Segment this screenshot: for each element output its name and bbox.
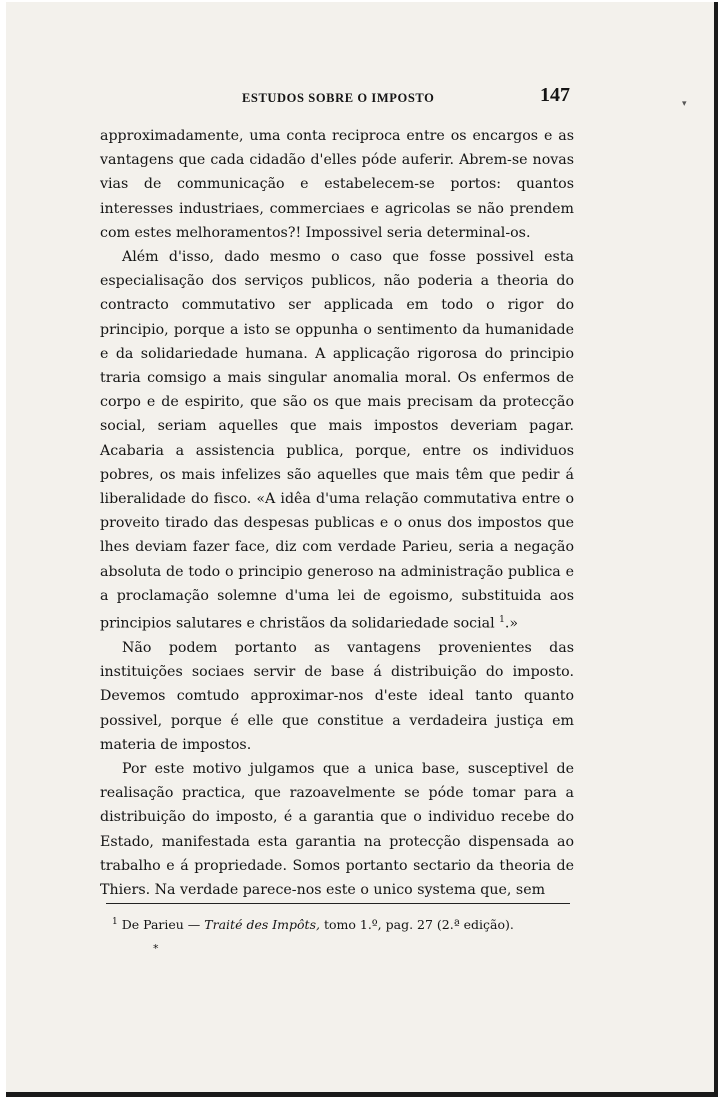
paragraph-3: Não podem portanto as vantagens provenientes das instituições sociaes servir de base á distribuição do imposto. Devemos comtudo approximar-nos d'este ideal tanto quanto possivel, porque é elle que constitue a verdadeira justiça em materia de impostos. — [100, 640, 574, 753]
quote-close: .» — [504, 615, 519, 632]
page-header — [100, 84, 574, 112]
page-number: 147 — [540, 84, 570, 106]
footnote-divider — [106, 903, 570, 904]
body-text — [100, 124, 574, 902]
paragraph-2 — [100, 245, 574, 636]
footnote-number: 1 — [112, 917, 118, 927]
footnote-title: Traité des Impôts, — [204, 917, 320, 933]
paragraph-4: Por este motivo julgamos que a unica base, susceptivel de realisação practica, que razoavelmente se póde tomar para a distribuição do imposto, é a garantia que o individuo recebe do Estado, manifestada esta garantia na protecção dispensada ao trabalho e á propriedade. Somos portanto sectario da theoria de Thiers. Na verdade parece-nos este o unico systema que, sem — [100, 761, 574, 899]
footnote-details: tomo 1.º, pag. 27 (2.ª edição). — [323, 917, 514, 933]
footnote-author: De Parieu — — [121, 917, 201, 933]
running-title: ESTUDOS SOBRE O IMPOSTO — [242, 91, 435, 105]
footnote — [112, 917, 572, 932]
stray-mark: ▾ — [682, 98, 687, 108]
paragraph-2-text: Além d'isso, dado mesmo o caso que fosse possivel esta especialisação dos serviços publicos, não poderia a theoria do contracto commutativo ser applicada em todo o rigor do principio, porque a isto se oppunha o sentimento da humanidade e da solidariedade humana. A applicação rigorosa do principio traria comsigo a mais singular anomalia moral. Os enfermos de corpo e de espirito, que são os que mais precisam da protecção social, seriam aquelles que mais impostos deveriam pagar. Acabaria a assistencia publica, porque, entre os individuos pobres, os mais infelizes são aquelles que mais têm que pedir á liberalidade do fisco. «A idêa d'uma relação commutativa entre o proveito tirado das despesas publicas e o onus dos impostos que lhes deviam fazer face, diz com verdade Parieu, seria a negação absoluta de todo o principio generoso na administração publica e a proclamação solemne d'uma lei de egoismo, substituida aos principios salutares e christãos da solidariedade social — [100, 249, 574, 632]
footnote-reference: 1 — [499, 615, 505, 626]
paragraph-1: approximadamente, uma conta reciproca entre os encargos e as vantagens que cada cidadão d'elles póde auferir. Abrem-se novas vias de communicação e estabelecem-se portos: quantos interesses industriaes, commerciaes e agricolas se não prendem com estes melhoramentos?! Impossivel seria determinal-os. — [100, 128, 574, 241]
scanned-page — [6, 2, 718, 1097]
signature-mark: * — [153, 942, 159, 955]
